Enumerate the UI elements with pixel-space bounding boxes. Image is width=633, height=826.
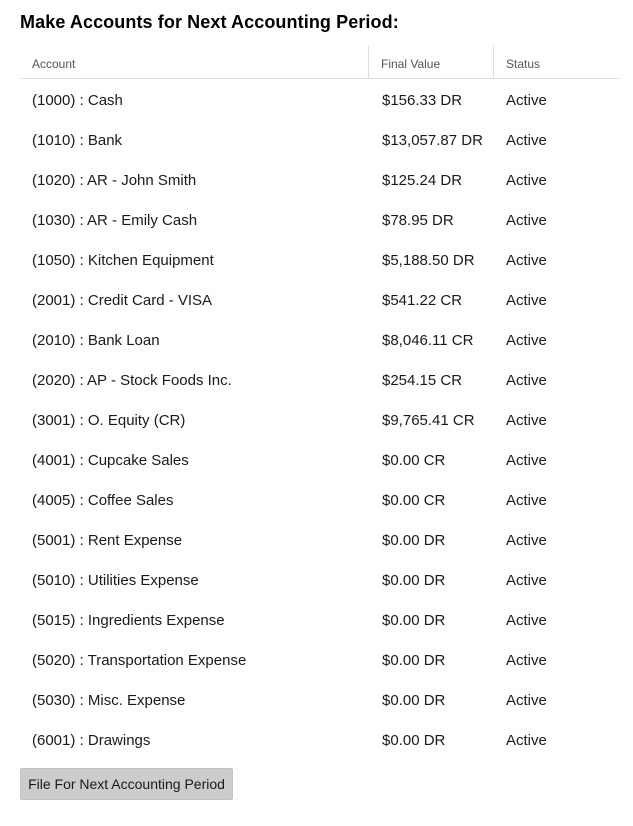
account-cell: (2010) : Bank Loan <box>32 331 160 349</box>
status-cell: Active <box>506 371 547 389</box>
final-value-cell: $254.15 CR <box>382 371 463 389</box>
account-cell: (5001) : Rent Expense <box>32 531 183 549</box>
page-title: Make Accounts for Next Accounting Period: <box>20 12 399 32</box>
table-row[interactable] <box>20 520 620 560</box>
table-row[interactable] <box>20 120 620 160</box>
file-next-period-button[interactable]: File For Next Accounting Period <box>20 768 233 800</box>
final-value-cell: $0.00 CR <box>382 491 446 509</box>
final-value-cell: $0.00 DR <box>382 731 446 749</box>
final-value-cell: $13,057.87 DR <box>382 131 483 149</box>
status-cell: Active <box>506 451 547 469</box>
table-row[interactable] <box>20 400 620 440</box>
column-header-final-value[interactable]: Final Value <box>369 46 494 78</box>
status-cell: Active <box>506 91 547 109</box>
column-header-account[interactable]: Account <box>20 46 369 78</box>
status-cell: Active <box>506 571 547 589</box>
account-cell: (2020) : AP - Stock Foods Inc. <box>32 371 232 389</box>
status-cell: Active <box>506 131 547 149</box>
account-cell: (2001) : Credit Card - VISA <box>32 291 213 309</box>
account-cell: (6001) : Drawings <box>32 731 151 749</box>
final-value-cell: $9,765.41 CR <box>382 411 475 429</box>
status-cell: Active <box>506 291 547 309</box>
accounts-table <box>20 46 620 760</box>
account-cell: (1010) : Bank <box>32 131 123 149</box>
table-row[interactable] <box>20 200 620 240</box>
account-cell: (1000) : Cash <box>32 91 123 109</box>
table-row[interactable] <box>20 240 620 280</box>
account-cell: (5030) : Misc. Expense <box>32 691 186 709</box>
table-row[interactable] <box>20 80 620 120</box>
final-value-cell: $78.95 DR <box>382 211 454 229</box>
table-body <box>20 79 620 760</box>
status-cell: Active <box>506 171 547 189</box>
status-cell: Active <box>506 251 547 269</box>
final-value-cell: $125.24 DR <box>382 171 463 189</box>
account-cell: (4001) : Cupcake Sales <box>32 451 189 469</box>
table-row[interactable] <box>20 600 620 640</box>
status-cell: Active <box>506 611 547 629</box>
account-cell: (3001) : O. Equity (CR) <box>32 411 186 429</box>
status-cell: Active <box>506 731 547 749</box>
final-value-cell: $156.33 DR <box>382 91 463 109</box>
table-row[interactable] <box>20 640 620 680</box>
table-row[interactable] <box>20 320 620 360</box>
table-row[interactable] <box>20 680 620 720</box>
status-cell: Active <box>506 211 547 229</box>
account-cell: (1030) : AR - Emily Cash <box>32 211 198 229</box>
final-value-cell: $0.00 DR <box>382 611 446 629</box>
status-cell: Active <box>506 331 547 349</box>
account-cell: (5015) : Ingredients Expense <box>32 611 225 629</box>
status-cell: Active <box>506 691 547 709</box>
column-header-status[interactable]: Status <box>506 57 541 71</box>
table-row[interactable] <box>20 720 620 760</box>
table-row[interactable] <box>20 440 620 480</box>
account-cell: (4005) : Coffee Sales <box>32 491 174 509</box>
final-value-cell: $5,188.50 DR <box>382 251 475 269</box>
account-cell: (5020) : Transportation Expense <box>32 651 247 669</box>
table-row[interactable] <box>20 480 620 520</box>
status-cell: Active <box>506 411 547 429</box>
table-row[interactable] <box>20 280 620 320</box>
status-cell: Active <box>506 651 547 669</box>
final-value-cell: $0.00 DR <box>382 531 446 549</box>
account-cell: (5010) : Utilities Expense <box>32 571 199 589</box>
table-row[interactable] <box>20 160 620 200</box>
account-cell: (1020) : AR - John Smith <box>32 171 197 189</box>
final-value-cell: $8,046.11 CR <box>382 331 474 349</box>
final-value-cell: $541.22 CR <box>382 291 463 309</box>
final-value-cell: $0.00 DR <box>382 571 446 589</box>
status-cell: Active <box>506 491 547 509</box>
table-row[interactable] <box>20 560 620 600</box>
final-value-cell: $0.00 DR <box>382 651 446 669</box>
final-value-cell: $0.00 DR <box>382 691 446 709</box>
table-row[interactable] <box>20 360 620 400</box>
table-header <box>20 46 620 79</box>
final-value-cell: $0.00 CR <box>382 451 446 469</box>
status-cell: Active <box>506 531 547 549</box>
account-cell: (1050) : Kitchen Equipment <box>32 251 214 269</box>
